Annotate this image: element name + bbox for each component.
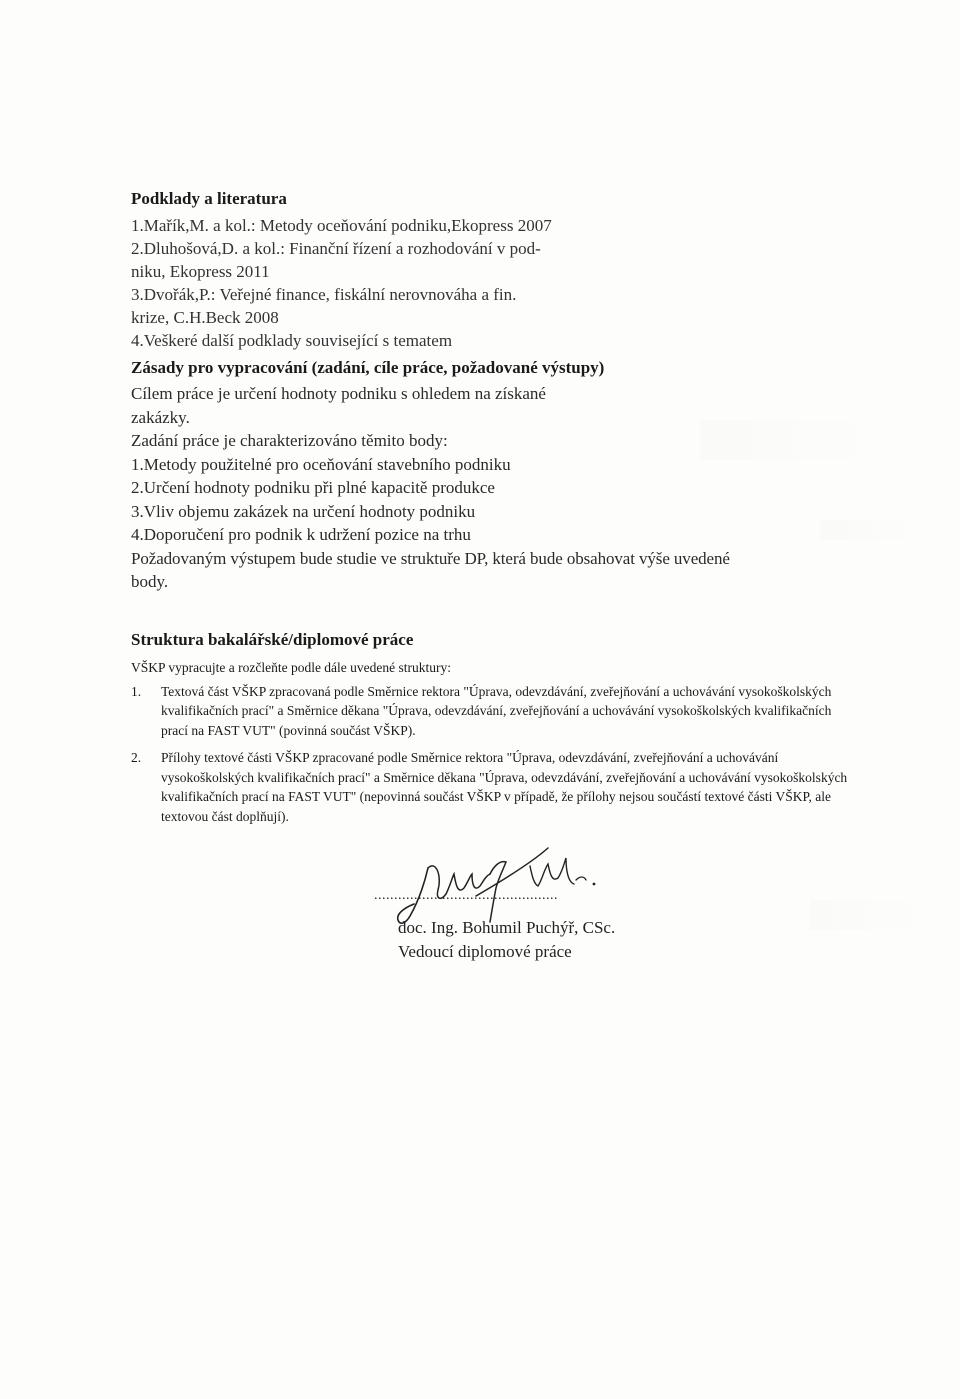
literature-list xyxy=(131,214,851,352)
supervisor-role: Vedoucí diplomové práce xyxy=(398,942,572,961)
structure-item xyxy=(131,682,851,741)
principles-heading: Zásady pro vypracování (zadání, cíle práce, požadované výstupy) xyxy=(131,358,605,377)
signature-block xyxy=(370,830,700,980)
literature-line: krize, C.H.Beck 2008 xyxy=(131,308,279,327)
structure-list xyxy=(131,682,851,827)
literature-section xyxy=(131,188,851,352)
structure-item-text: Textová část VŠKP zpracovaná podle Směrnice rektora "Úprava, odevzdávání, zveřejňování a uchovávání vysokoškolských kvalifikačních prací" a Směrnice děkana "Úprava, odevzdávání, zveřejňování a uchovávání vysokoškolských kvalifikačních prací na FAST VUT" (povinná součást VŠKP). xyxy=(161,683,832,738)
principles-line: body. xyxy=(131,572,169,591)
principles-line: 1.Metody použitelné pro oceňování stavebního podniku xyxy=(131,454,511,474)
principles-line: 3.Vliv objemu zakázek na určení hodnoty podniku xyxy=(131,501,476,521)
bleed-through-shadow xyxy=(810,900,930,930)
principles-line: zakázky. xyxy=(131,407,190,427)
structure-item-number: 2. xyxy=(131,750,142,765)
supervisor-name: doc. Ing. Bohumil Puchýř, CSc. xyxy=(398,918,616,937)
principles-line: Zadání práce je charakterizováno těmito body: xyxy=(131,431,448,450)
principles-line: Požadovaným výstupem bude studie ve struktuře DP, která bude obsahovat výše uvedené xyxy=(131,548,730,568)
structure-item-text: Přílohy textové části VŠKP zpracované podle Směrnice rektora "Úprava, odevzdávání, zveřejňování a uchovávání vysokoškolských kvalifikačních prací" a Směrnice děkana "Úprava, odevzdávání, zveřejňování a uchovávání vysokoškolských kvalifikačních prací na FAST VUT" (nepovinná součást VŠKP v případě, že přílohy nejsou součástí textové části VŠKP, ale textovou část doplňují). xyxy=(161,750,848,824)
structure-intro: VŠKP vypracujte a rozčleňte podle dále uvedené struktury: xyxy=(131,659,452,675)
structure-heading: Struktura bakalářské/diplomové práce xyxy=(131,629,414,649)
principles-line: 2.Určení hodnoty podniku při plné kapacitě produkce xyxy=(131,478,495,497)
literature-line: 2.Dluhošová,D. a kol.: Finanční řízení a rozhodování v pod- xyxy=(131,239,541,258)
principles-line: 4.Doporučení pro podnik k udržení pozice na trhu xyxy=(131,525,471,544)
literature-line: 4.Veškeré další podklady související s tematem xyxy=(131,331,453,350)
structure-item xyxy=(131,748,851,826)
document-body xyxy=(131,188,851,834)
structure-section xyxy=(131,628,851,827)
principles-line: Cílem práce je určení hodnoty podniku s ohledem na získané xyxy=(131,384,546,403)
literature-line: 3.Dvořák,P.: Veřejné finance, fiskální nerovnováha a fin. xyxy=(131,285,517,304)
literature-line: 1.Mařík,M. a kol.: Metody oceňování podniku,Ekopress 2007 xyxy=(131,216,552,235)
structure-item-number: 1. xyxy=(131,683,142,699)
signature-line: .............................................. xyxy=(374,888,558,903)
principles-section xyxy=(131,356,851,594)
principles-text xyxy=(131,382,851,594)
literature-heading: Podklady a literatura xyxy=(131,189,287,208)
literature-line: niku, Ekopress 2011 xyxy=(131,262,270,281)
